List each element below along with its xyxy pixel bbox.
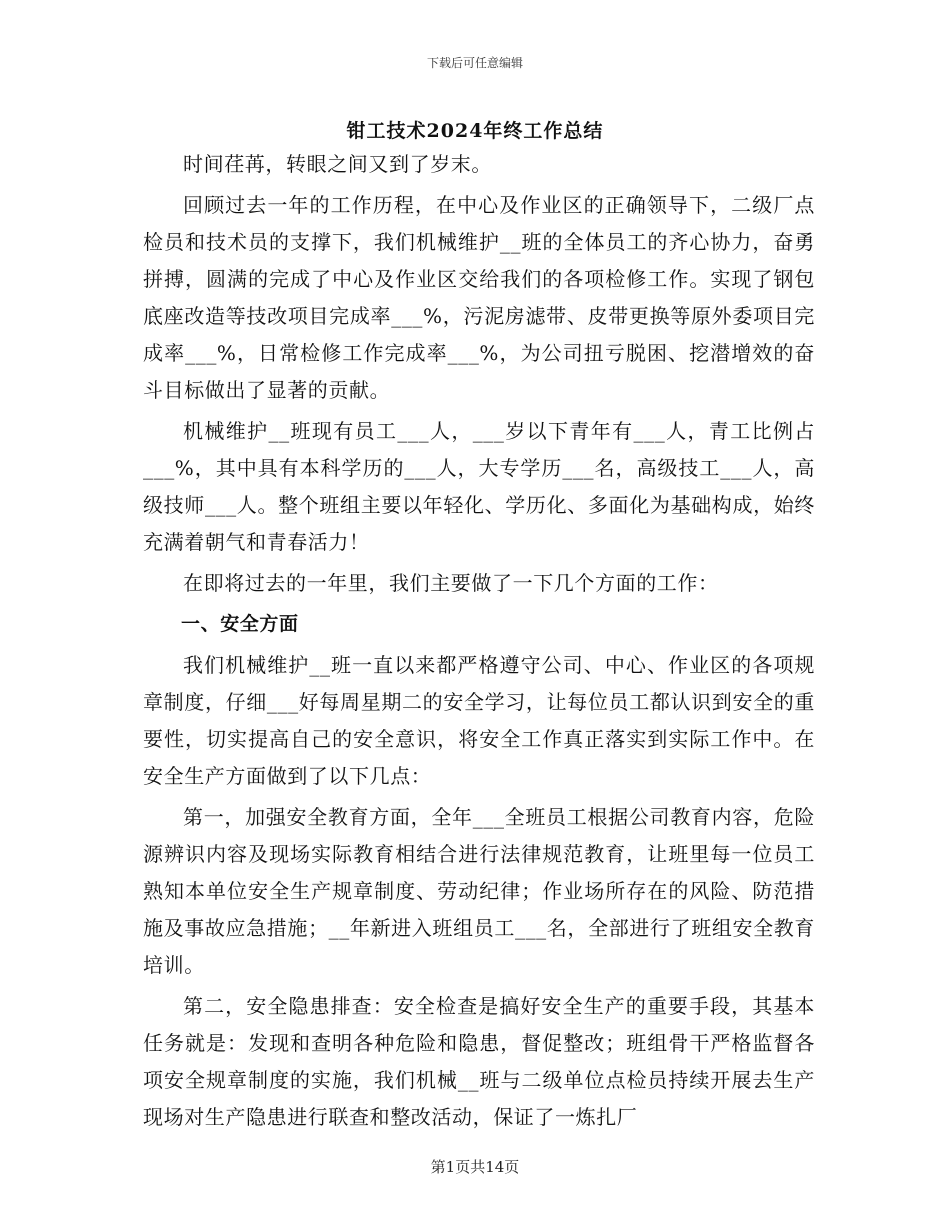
page-number-footer: 第1页共14页 [430,1158,520,1176]
document-body [143,146,815,1140]
paragraph-hazard-inspection: 第二，安全隐患排查：安全检查是搞好安全生产的重要手段，其基本任务就是：发现和查明各种危险和隐患，督促整改；班组骨干严格监督各项安全规章制度的实施，我们机械__班与二级单位点检员持续开展去生产现场对生产隐患进行联查和整改活动，保证了一炼扎厂 [143,994,815,1129]
paragraph-review: 回顾过去一年的工作历程，在中心及作业区的正确领导下，二级厂点检员和技术员的支撑下，我们机械维护__班的全体员工的齐心协力，奋勇拼搏，圆满的完成了中心及作业区交给我们的各项检修工作。实现了钢包底座改造等技改项目完成率___%，污泥房滤带、皮带更换等原外委项目完成率___%，日常检修工作完成率___%，为公司扭亏脱困、挖潜增效的奋斗目标做出了显著的贡献。 [143,193,815,402]
paragraph-intro: 时间荏苒，转眼之间又到了岁末。 [183,152,492,176]
paragraph-work-overview: 在即将过去的一年里，我们主要做了一下几个方面的工作： [183,571,719,595]
section-heading-safety: 一、安全方面 [181,613,299,635]
page-header-note: 下载后可任意编辑 [426,56,523,70]
paragraph-safety-rules: 我们机械维护__班一直以来都严格遵守公司、中心、作业区的各项规章制度，仔细___好每周星期二的安全学习，让每位员工都认识到安全的重要性，切实提高自己的安全意识，将安全工作真正落实到实际工作中。在安全生产方面做到了以下几点： [143,653,815,788]
document-title: 钳工技术2024年终工作总结 [346,120,604,142]
paragraph-safety-education: 第一，加强安全教育方面，全年___全班员工根据公司教育内容，危险源辨识内容及现场实际教育相结合进行法律规范教育，让班里每一位员工熟知本单位安全生产规章制度、劳动纪律；作业场所存在的风险、防范措施及事故应急措施；__年新进入班组员工___名，全部进行了班组安全教育培训。 [143,805,815,977]
paragraph-staff: 机械维护__班现有员工___人，___岁以下青年有___人，青工比例占___%，其中具有本科学历的___人，大专学历___名，高级技工___人，高级技师___人。整个班组主要以年轻化、学历化、多面化为基础构成，始终充满着朝气和青春活力！ [143,419,815,554]
